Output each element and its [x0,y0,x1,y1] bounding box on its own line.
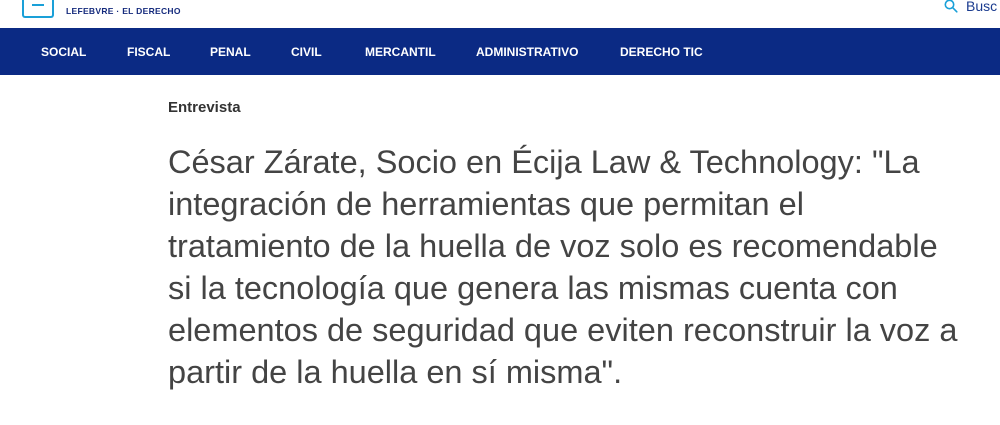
nav-item-fiscal[interactable]: FISCAL [127,45,171,59]
brand-tagline: LEFEBVRE · EL DERECHO [66,6,181,16]
nav-item-civil[interactable]: CIVIL [291,45,322,59]
search-label: Busc [966,0,998,14]
article-title: César Zárate, Socio en Écija Law & Technology: "La integración de herramientas que permitan el tratamiento de la huella de voz solo es recomendable si la tecnología que genera las mismas cuenta con elementos de seguridad que eviten reconstruir la voz a partir de la huella en sí misma". [168,144,958,390]
search-button[interactable] [944,0,997,14]
nav-item-mercantil[interactable]: MERCANTIL [365,45,436,59]
nav-item-derecho-tic[interactable]: DERECHO TIC [620,45,703,59]
nav-item-penal[interactable]: PENAL [210,45,251,59]
logo-icon [22,0,54,18]
nav-item-administrativo[interactable]: ADMINISTRATIVO [476,45,579,59]
brand-name [66,0,161,1]
main-nav [0,28,1000,75]
top-header [0,0,1000,28]
search-icon [944,0,958,13]
nav-item-social[interactable]: SOCIAL [41,45,87,59]
article-category[interactable]: Entrevista [168,99,241,116]
